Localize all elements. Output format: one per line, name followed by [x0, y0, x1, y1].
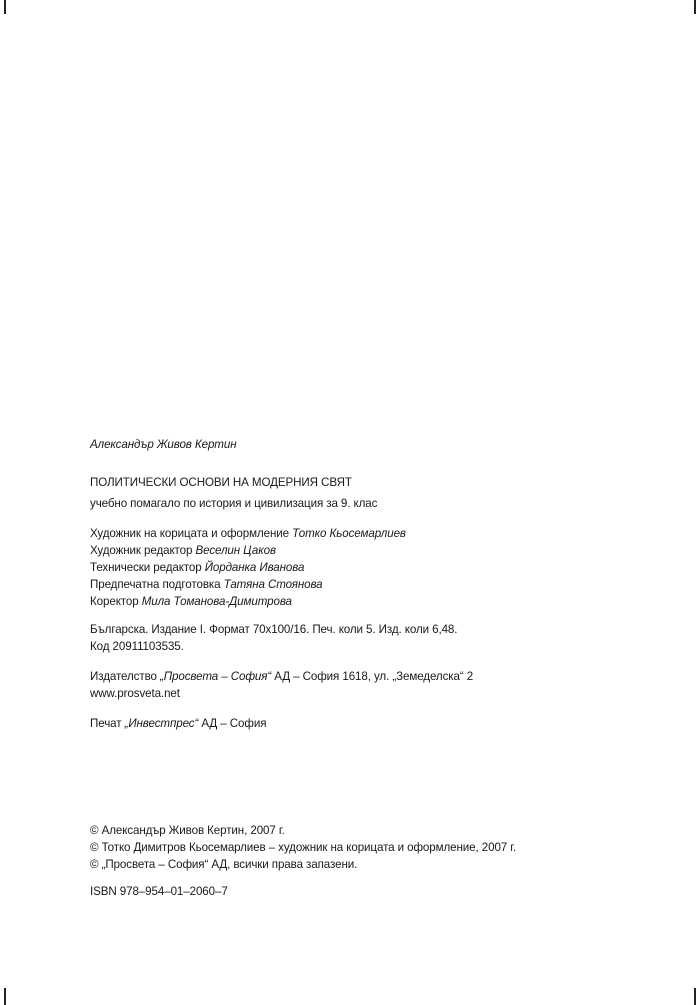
publisher-line: Издателство „Просвета – София“ АД – София 1618, ул. „Земеделска“ 2 [90, 670, 474, 683]
credit-line: Предпечатна подготовка Татяна Стоянова [90, 578, 323, 591]
copyright-line: © Александър Живов Кертин, 2007 г. [90, 824, 285, 837]
edition-code: Код 20911103535. [90, 640, 184, 653]
edition-block [90, 621, 457, 655]
crop-mark-top-right [694, 0, 696, 14]
printer-line: Печат „Инвестпрес“ АД – София [90, 717, 267, 730]
book-title: ПОЛИТИЧЕСКИ ОСНОВИ НА МОДЕРНИЯ СВЯТ [90, 476, 352, 489]
copyright-block [90, 822, 516, 873]
credit-line: Технически редактор Йорданка Иванова [90, 561, 305, 574]
publisher-block [90, 668, 473, 702]
book-subtitle: учебно помагало по история и цивилизация за 9. клас [90, 497, 378, 510]
crop-mark-top-left-h [4, 0, 6, 14]
credits-block [90, 525, 406, 610]
copyright-line: © „Просвета – София“ АД, всички права запазени. [90, 858, 358, 871]
crop-mark-bottom-left [4, 988, 6, 1005]
publisher-website[interactable]: www.prosveta.net [90, 687, 180, 700]
copyright-line: © Тотко Димитров Кьосемарлиев – художник на корицата и оформление, 2007 г. [90, 841, 517, 854]
author-line: Александър Живов Кертин [90, 438, 237, 451]
edition-info: Българска. Издание I. Формат 70х100/16. Печ. коли 5. Изд. коли 6,48. [90, 623, 458, 636]
isbn: ISBN 978–954–01–2060–7 [90, 885, 228, 898]
credit-line: Коректор Мила Томанова-Димитрова [90, 595, 292, 608]
credit-line: Художник на корицата и оформление Тотко Кьосемарлиев [90, 527, 406, 540]
crop-mark-bottom-right [694, 988, 696, 1005]
credit-line: Художник редактор Веселин Цаков [90, 544, 276, 557]
